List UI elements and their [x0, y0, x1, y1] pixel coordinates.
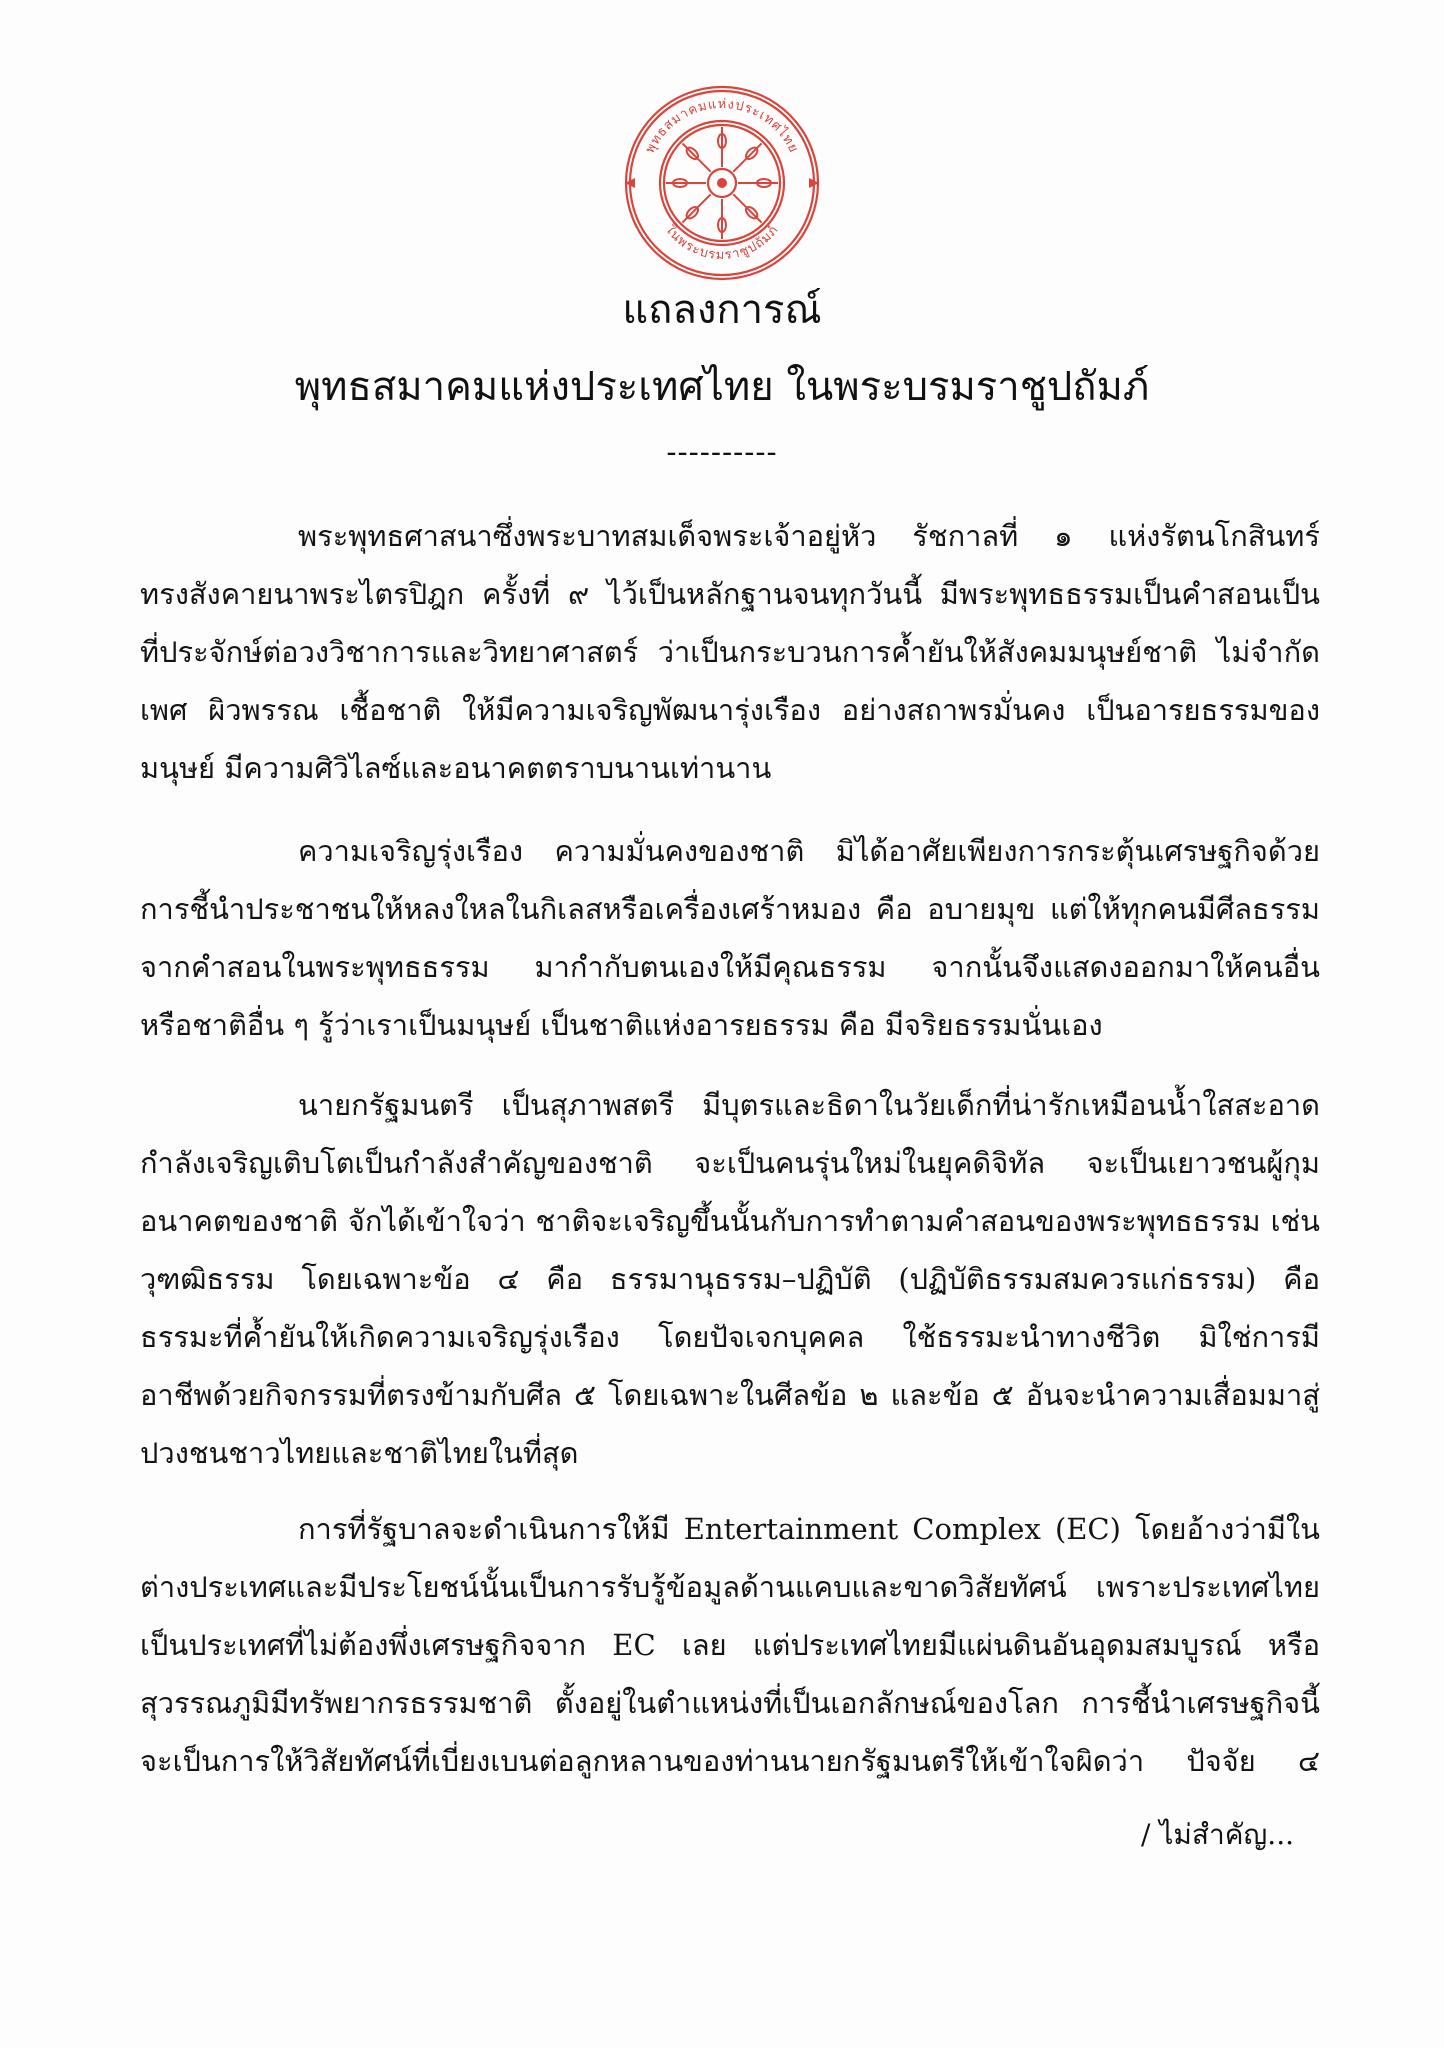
paragraph-line: มนุษย์ มีความศิวิไลซ์และอนาคตตราบนานเท่านาน	[140, 751, 772, 785]
svg-text:ในพระบรมราชูปถัมภ์: ในพระบรมราชูปถัมภ์	[662, 222, 783, 264]
paragraph-line: ความเจริญรุ่งเรือง ความมั่นคงของชาติ มิได้อาศัยเพียงการกระตุ้นเศรษฐกิจด้วย	[298, 834, 1320, 868]
paragraph-line: วุฑฒิธรรม โดยเฉพาะข้อ ๔ คือ ธรรมานุธรรม–ปฏิบัติ (ปฏิบัติธรรมสมควรแก่ธรรม) คือ	[140, 1262, 1320, 1296]
document-title: แถลงการณ์	[622, 287, 822, 333]
paragraph-line: อนาคตของชาติ จักได้เข้าใจว่า ชาติจะเจริญขึ้นนั้นกับการทำตามคำสอนของพระพุทธธรรม เช่น	[140, 1204, 1320, 1238]
paragraph-line: ปวงชนชาวไทยและชาติไทยในที่สุด	[140, 1436, 579, 1470]
paragraph-4	[140, 1500, 1320, 1790]
paragraph-line: ที่ประจักษ์ต่อวงวิชาการและวิทยาศาสตร์ ว่าเป็นกระบวนการค้ำยันให้สังคมมนุษย์ชาติ ไม่จำกัด	[140, 635, 1320, 669]
paragraph-line: การชี้นำประชาชนให้หลงใหลในกิเลสหรือเครื่องเศร้าหมอง คือ อบายมุข แต่ให้ทุกคนมีศีลธรรม	[140, 892, 1320, 926]
paragraph-1	[140, 507, 1320, 797]
paragraph-line: นายกรัฐมนตรี เป็นสุภาพสตรี มีบุตรและธิดาในวัยเด็กที่น่ารักเหมือนน้ำใสสะอาด	[298, 1088, 1320, 1122]
paragraph-line: ต่างประเทศและมีประโยชน์นั้นเป็นการรับรู้ข้อมูลด้านแคบและขาดวิสัยทัศน์ เพราะประเทศไทย	[140, 1570, 1320, 1604]
paragraph-line: ทรงสังคายนาพระไตรปิฎก ครั้งที่ ๙ ไว้เป็นหลักฐานจนทุกวันนี้ มีพระพุทธธรรมเป็นคำสอนเป็น	[140, 577, 1320, 611]
dharma-wheel-seal-icon	[617, 78, 827, 288]
paragraph-line: กำลังเจริญเติบโตเป็นกำลังสำคัญของชาติ จะเป็นคนรุ่นใหม่ในยุคดิจิทัล จะเป็นเยาวชนผู้กุม	[140, 1146, 1320, 1180]
paragraph-line: พระพุทธศาสนาซึ่งพระบาทสมเด็จพระเจ้าอยู่หัว รัชกาลที่ ๑ แห่งรัตนโกสินทร์	[298, 519, 1320, 553]
paragraph-line: เพศ ผิวพรรณ เชื้อชาติ ให้มีความเจริญพัฒนารุ่งเรือง อย่างสถาพรมั่นคง เป็นอารยธรรมของ	[140, 693, 1320, 727]
paragraph-line: หรือชาติอื่น ๆ รู้ว่าเราเป็นมนุษย์ เป็นชาติแห่งอารยธรรม คือ มีจริยธรรมนั่นเอง	[140, 1008, 1103, 1042]
paragraph-3	[140, 1076, 1320, 1482]
paragraph-line: เป็นประเทศที่ไม่ต้องพึ่งเศรษฐกิจจาก EC เลย แต่ประเทศไทยมีแผ่นดินอันอุดมสมบูรณ์ หรือ	[140, 1628, 1320, 1662]
paragraph-line: จากคำสอนในพระพุทธธรรม มากำกับตนเองให้มีคุณธรรม จากนั้นจึงแสดงออกมาให้คนอื่น	[140, 950, 1320, 984]
paragraph-line: จะเป็นการให้วิสัยทัศน์ที่เบี่ยงเบนต่อลูกหลานของท่านนายกรัฐมนตรีให้เข้าใจผิดว่า ปัจจัย ๔	[140, 1744, 1320, 1778]
paragraph-2	[140, 822, 1320, 1054]
document-subtitle: พุทธสมาคมแห่งประเทศไทย ในพระบรมราชูปถัมภ์	[294, 364, 1150, 410]
svg-text:พุทธสมาคมแห่งประเทศไทย: พุทธสมาคมแห่งประเทศไทย	[642, 96, 802, 156]
paragraph-line: สุวรรณภูมิมีทรัพยากรธรรมชาติ ตั้งอยู่ในตำแหน่งที่เป็นเอกลักษณ์ของโลก การชี้นำเศรษฐกิจนี้	[140, 1686, 1320, 1720]
title-divider: ----------	[666, 435, 778, 470]
paragraph-line: การที่รัฐบาลจะดำเนินการให้มี Entertainment Complex (EC) โดยอ้างว่ามีใน	[298, 1512, 1320, 1546]
paragraph-line: อาชีพด้วยกิจกรรมที่ตรงข้ามกับศีล ๕ โดยเฉพาะในศีลข้อ ๒ และข้อ ๕ อันจะนำความเสื่อมมาสู่	[140, 1378, 1320, 1412]
continuation-note: / ไม่สำคัญ...	[1141, 1818, 1294, 1851]
paragraph-line: ธรรมะที่ค้ำยันให้เกิดความเจริญรุ่งเรือง โดยปัจเจกบุคคล ใช้ธรรมะนำทางชีวิต มิใช่การมี	[140, 1320, 1320, 1354]
